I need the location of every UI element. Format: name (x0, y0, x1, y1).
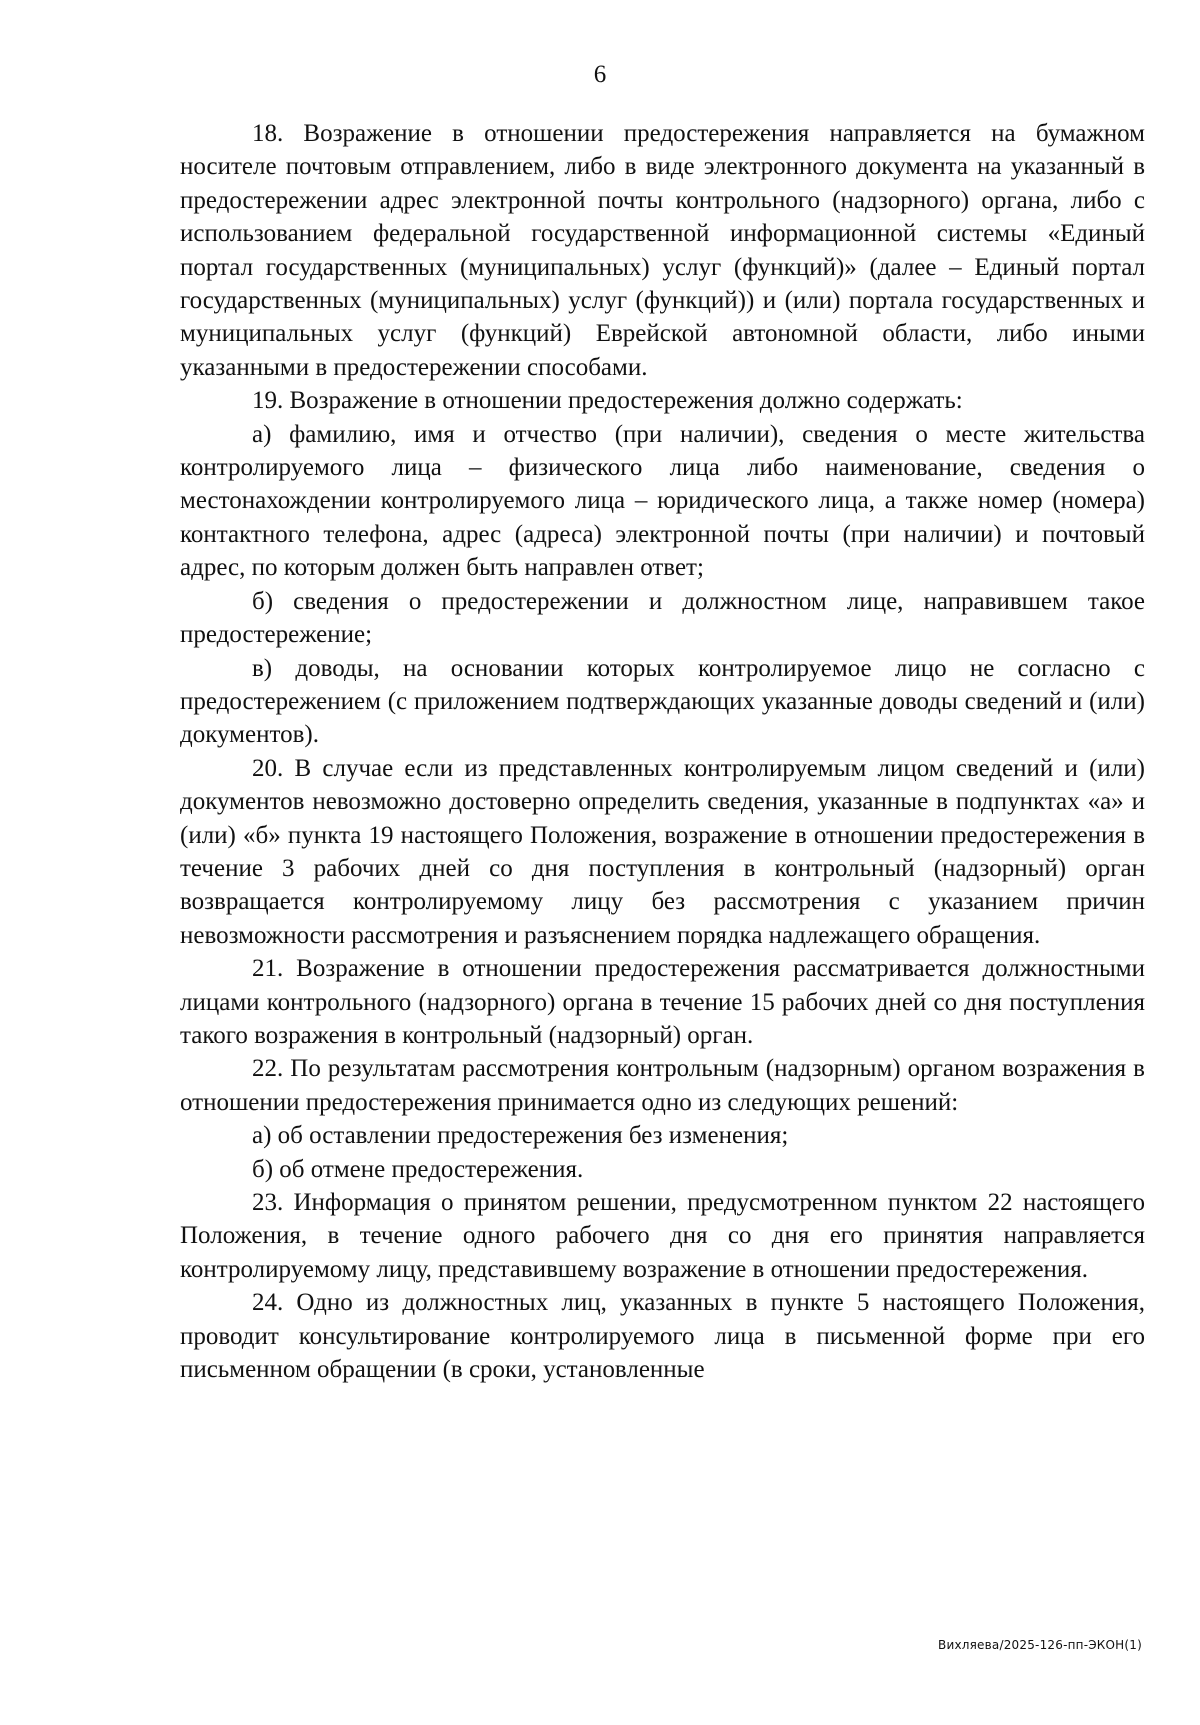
paragraph-19-v: в) доводы, на основании которых контролируемое лицо не согласно с предостережением (с приложением подтверждающих указанные доводы сведений и (или) документов). (180, 654, 1145, 749)
paragraph-19-b: б) сведения о предостережении и должностном лице, направившем такое предостережение; (180, 587, 1145, 649)
page-number: 6 (593, 61, 607, 88)
paragraph-22-a: а) об оставлении предостережения без изменения; (252, 1122, 789, 1150)
paragraph-19-a: а) фамилию, имя и отчество (при наличии), сведения о месте жительства контролируемого лица – физического лица либо наименование, сведения о местонахождении контролируемого лица – юридического лица, а также номер (номера) контактного телефона, адрес (адреса) электронной почты (при наличии) и почтовый адрес, по которым должен быть направлен ответ; (180, 420, 1145, 582)
footer-document-reference: Вихляева/2025-126-пп-ЭКОН(1) (938, 1638, 1142, 1652)
paragraph-20: 20. В случае если из представленных контролируемым лицом сведений и (или) документов невозможно достоверно определить сведения, указанные в подпунктах «а» и (или) «б» пункта 19 настоящего Положения, возражение в отношении предостережения в течение 3 рабочих дней со дня поступления в контрольный (надзорный) орган возвращается контролируемому лицу без рассмотрения с указанием причин невозможности рассмотрения и разъяснением порядка надлежащего обращения. (180, 754, 1145, 949)
paragraph-21: 21. Возражение в отношении предостережения рассматривается должностными лицами контрольного (надзорного) органа в течение 15 рабочих дней со дня поступления такого возражения в контрольный (надзорный) орган. (180, 955, 1145, 1049)
paragraph-23: 23. Информация о принятом решении, предусмотренном пунктом 22 настоящего Положения, в течение одного рабочего дня со дня его принятия направляется контролируемому лицу, представившему возражение в отношении предостережения. (180, 1189, 1145, 1283)
paragraph-24: 24. Одно из должностных лиц, указанных в пункте 5 настоящего Положения, проводит консультирование контролируемого лица в письменной форме при его письменном обращении (в сроки, установленные (180, 1289, 1145, 1384)
document-body (180, 117, 1145, 1386)
paragraph-22-b: б) об отмене предостережения. (252, 1155, 584, 1183)
paragraph-22: 22. По результатам рассмотрения контрольным (надзорным) органом возражения в отношении предостережения принимается одно из следующих решений: (180, 1055, 1145, 1116)
paragraph-18: 18. Возражение в отношении предостережения направляется на бумажном носителе почтовым отправлением, либо в виде электронного документа на указанный в предостережении адрес электронной почты контрольного (надзорного) органа, либо с использованием федеральной государственной информационной системы «Единый портал государственных (муниципальных) услуг (функций)» (далее – Единый портал государственных (муниципальных) услуг (функций)) и (или) портала государственных и муниципальных услуг (функций) Еврейской автономной области, либо иными указанными в предостережении способами. (180, 120, 1145, 381)
paragraph-19: 19. Возражение в отношении предостережения должно содержать: (252, 387, 963, 415)
